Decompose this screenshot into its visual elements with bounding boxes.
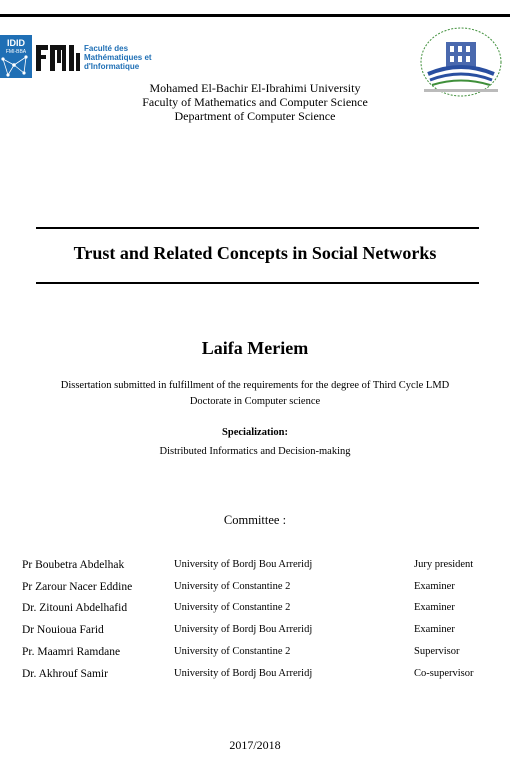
academic-year: 2017/2018 (229, 738, 281, 752)
fmi-logo (36, 43, 156, 73)
top-border (0, 14, 510, 17)
faculty-name: Faculty of Mathematics and Computer Science (142, 95, 368, 109)
svg-text:Faculté des Mathématique: Faculté des Mathématiques et d'Informatique (84, 44, 152, 71)
committee-row (22, 581, 492, 599)
member-affiliation: University of Constantine 2 (174, 602, 291, 613)
member-affiliation: University of Bordj Bou Arreridj (174, 559, 313, 570)
specialization-label: Specialization: (222, 427, 288, 438)
description-line-1: Dissertation submitted in fulfillment of the requirements for the degree of Third Cycle LMD (60, 380, 450, 391)
title-rule-bottom (36, 282, 479, 284)
committee-row (22, 602, 492, 620)
university-name: Mohamed El-Bachir El-Ibrahimi University (149, 81, 361, 95)
member-role: Jury president (414, 559, 474, 570)
member-affiliation: University of Constantine 2 (174, 581, 291, 592)
specialization-value: Distributed Informatics and Decision-making (159, 446, 351, 457)
member-name: Dr Nouioua Farid (22, 624, 104, 636)
committee-row (22, 646, 492, 664)
member-role: Examiner (414, 602, 455, 613)
description-line-2: Doctorate in Computer science (189, 396, 321, 407)
idid-logo (0, 35, 32, 78)
title-rule-top (36, 227, 479, 229)
committee-label: Committee : (223, 513, 287, 527)
member-name: Dr. Zitouni Abdelhafid (22, 602, 128, 614)
dissertation-title: Trust and Related Concepts in Social Networks (73, 243, 437, 263)
idid-logo-text: IDID (7, 38, 25, 48)
member-affiliation: University of Bordj Bou Arreridj (174, 624, 313, 635)
member-affiliation: University of Constantine 2 (174, 646, 291, 657)
idid-logo-subtext: FMI-BBA (5, 49, 27, 55)
department-name: Department of Computer Science (174, 109, 336, 123)
committee-row (22, 559, 492, 577)
member-name: Pr Boubetra Abdelhak (22, 559, 125, 571)
member-role: Supervisor (414, 646, 460, 657)
member-role: Examiner (414, 624, 455, 635)
committee-row (22, 668, 492, 686)
member-name: Dr. Akhrouf Samir (22, 668, 108, 680)
committee-row (22, 624, 492, 642)
author-name: Laifa Meriem (201, 338, 309, 358)
member-name: Pr. Maamri Ramdane (22, 646, 121, 658)
member-name: Pr Zarour Nacer Eddine (22, 581, 133, 593)
member-affiliation: University of Bordj Bou Arreridj (174, 668, 313, 679)
member-role: Examiner (414, 581, 455, 592)
member-role: Co-supervisor (414, 668, 474, 679)
